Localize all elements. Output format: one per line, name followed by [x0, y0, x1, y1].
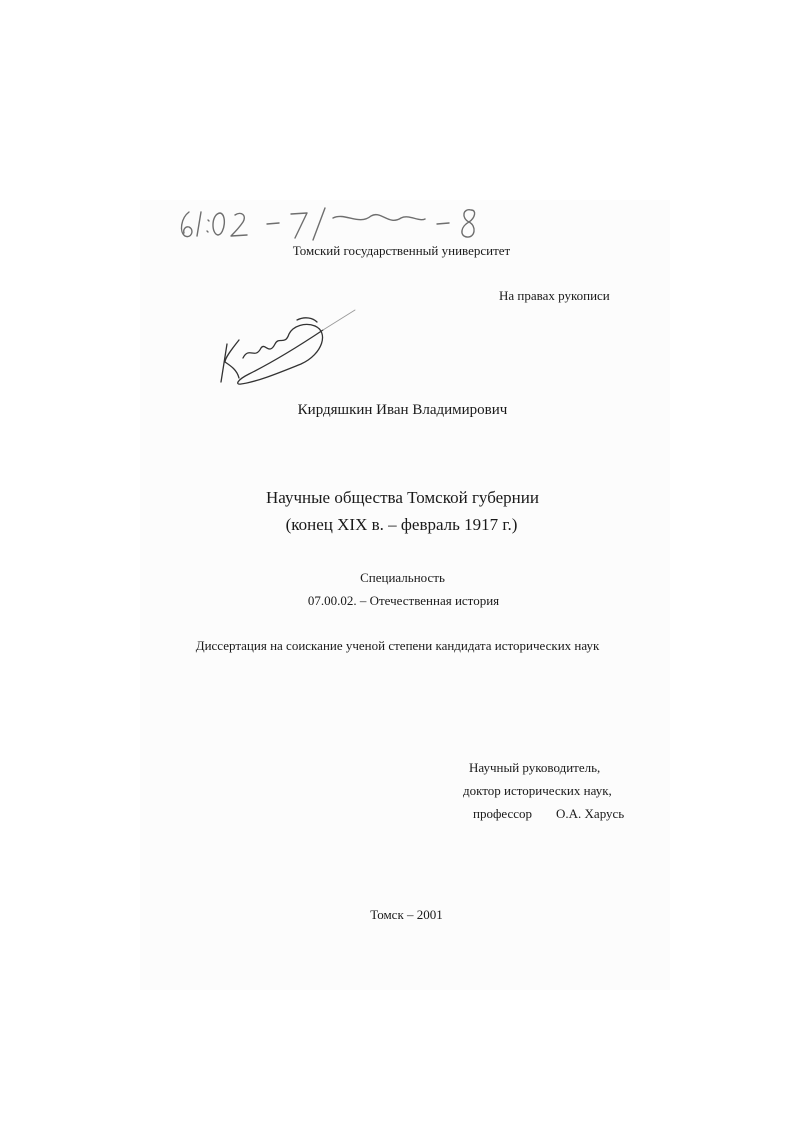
degree-statement: Диссертация на соискание ученой степени кандидата исторических наук — [195, 638, 600, 653]
supervisor-name: О.А. Харусь — [556, 806, 625, 821]
specialty-label: Специальность — [360, 570, 445, 585]
supervisor-title: профессор — [473, 806, 533, 821]
supervisor-degree: доктор исторических наук, — [463, 783, 612, 798]
dissertation-title-line-2: (конец XIX в. – февраль 1917 г.) — [285, 515, 518, 534]
supervisor-role: Научный руководитель, — [469, 760, 601, 775]
city-year: Томск – 2001 — [370, 907, 443, 922]
author-signature — [205, 300, 365, 390]
university-name: Томский государственный университет — [292, 243, 511, 258]
specialty-value: 07.00.02. – Отечественная история — [307, 593, 500, 608]
archive-number-handwriting — [175, 198, 505, 248]
author-name: Кирдяшкин Иван Владимирович — [297, 402, 508, 418]
rights-notice: На правах рукописи — [499, 288, 610, 303]
dissertation-title-line-1: Научные общества Томской губернии — [266, 488, 539, 507]
supervisor-title-name — [473, 806, 624, 822]
